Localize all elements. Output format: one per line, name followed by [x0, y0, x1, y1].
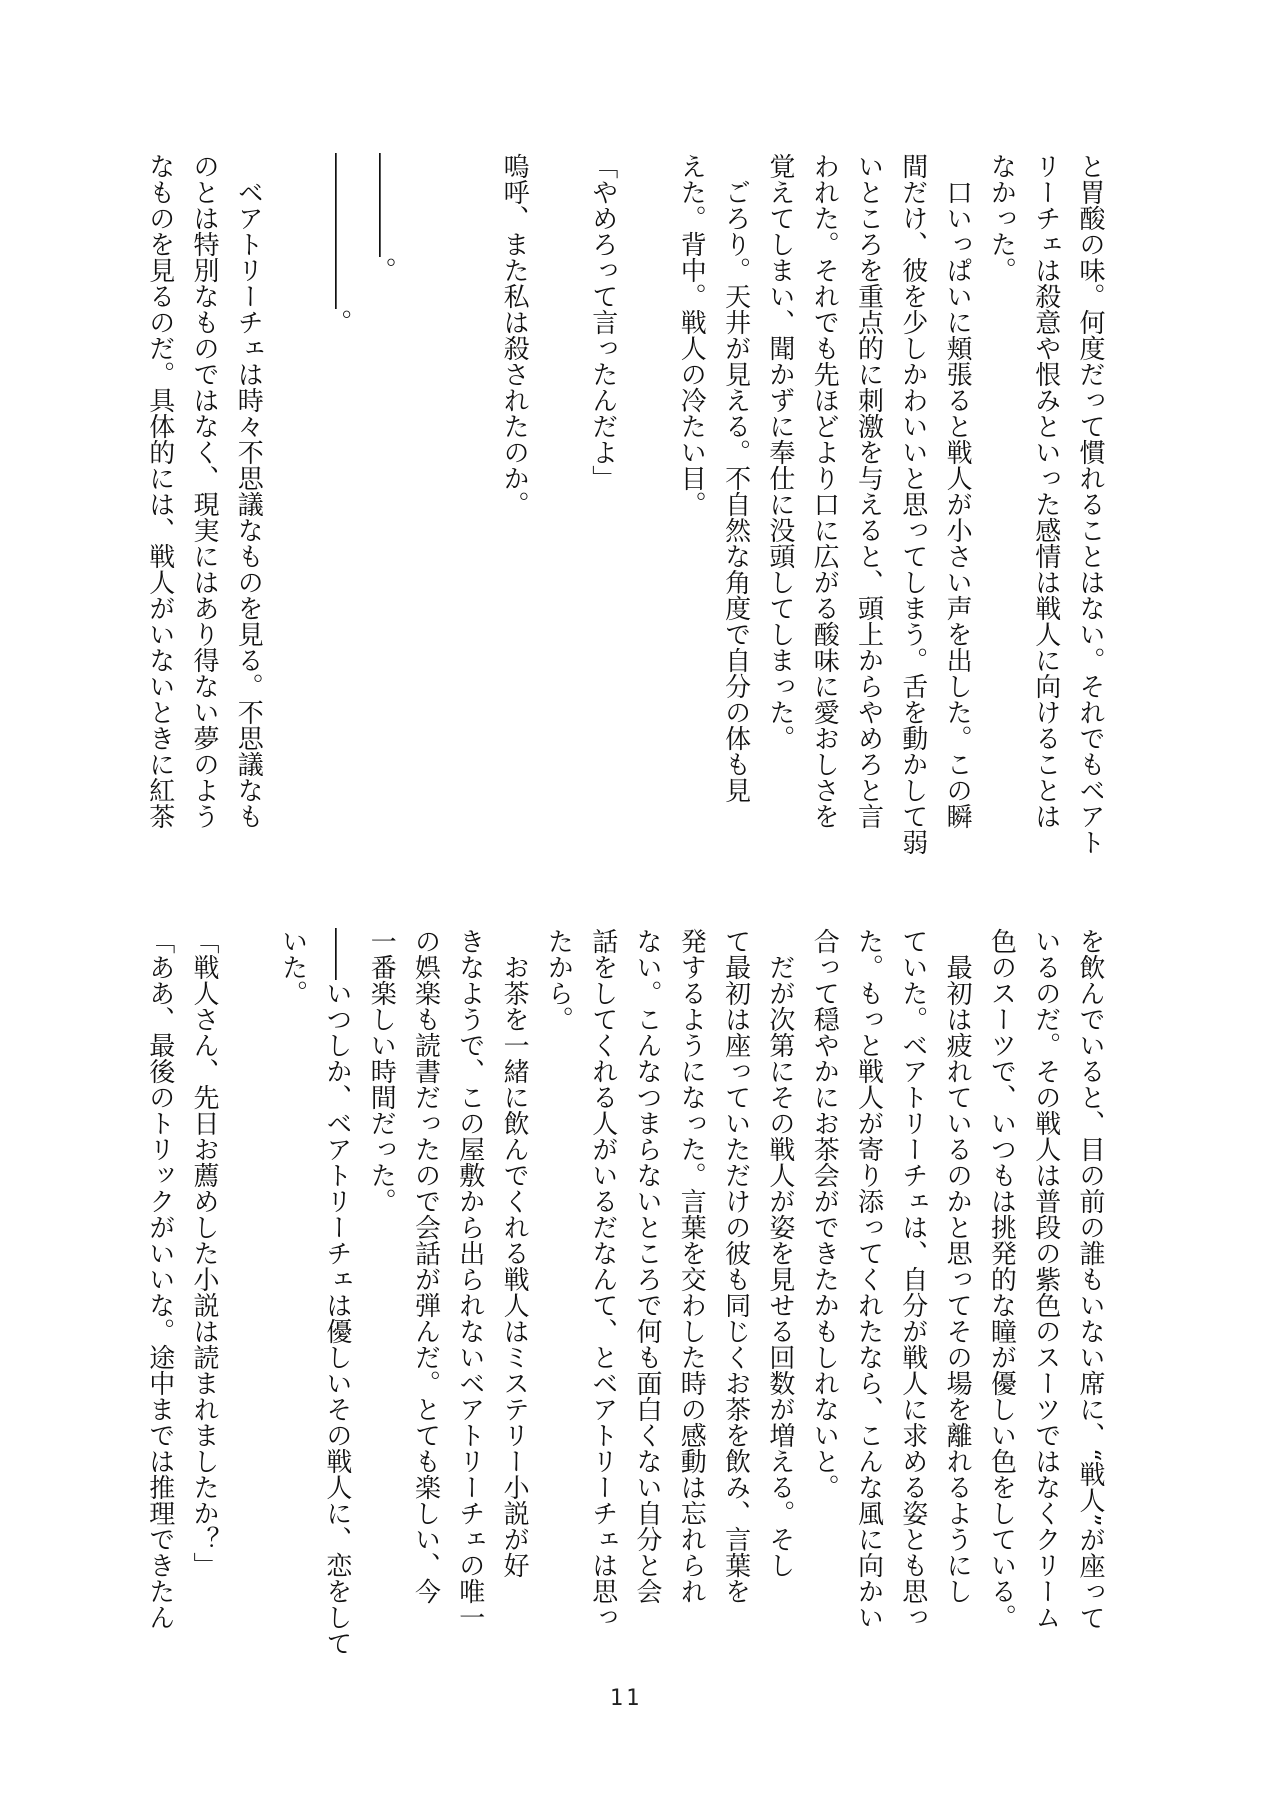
text-column: 話をしてくれる人がいるだなんて、とベアトリーチェは思っ: [587, 928, 618, 1630]
text-column: ――いつしか、ベアトリーチェは優しいその戦人に、恋をして: [321, 928, 352, 1656]
blank-line: [631, 153, 663, 893]
text-column: ベアトリーチェは時々不思議なものを見る。不思議なも: [233, 153, 264, 829]
text-column: だが次第にその戦人が姿を見せる回数が増える。そし: [764, 928, 795, 1578]
text-column: われた。それでも先ほどより口に広がる酸味に愛おしさを: [809, 153, 840, 829]
text-column: 最初は疲れているのかと思ってその場を離れるようにし: [942, 928, 973, 1604]
text-column: て最初は座っていただけの彼も同じくお茶を飲み、言葉を: [720, 928, 751, 1604]
text-column: えた。背中。戦人の冷たい目。: [676, 153, 707, 517]
text-column: と胃酸の味。何度だって慣れることはない。それでもベアト: [1075, 153, 1105, 855]
text-column: きなようで、この屋敷から出られないベアトリーチェの唯一: [454, 928, 485, 1630]
text-column: なものを見るのだ。具体的には、戦人がいないときに紅茶: [144, 153, 175, 829]
text-column: た。もっと戦人が寄り添ってくれたなら、こんな風に向かい: [853, 928, 884, 1630]
blank-line: [454, 153, 486, 893]
text-column: を飲んでいると、目の前の誰もいない席に、“戦人”が座って: [1075, 928, 1105, 1631]
text-column: リーチェは殺意や恨みといった感情は戦人に向けることは: [1030, 153, 1061, 829]
text-column: たから。: [543, 928, 574, 1032]
text-column: の娯楽も読書だったので会話が弾んだ。とても楽しい、今: [410, 928, 441, 1604]
text-column: いた。: [277, 928, 308, 1006]
lower-text-block: [0, 928, 1280, 1668]
text-column: 合って穏やかにお茶会ができたかもしれないと。: [809, 928, 840, 1500]
text-column: お茶を一緒に飲んでくれる戦人はミステリー小説が好: [499, 928, 530, 1578]
text-column: ――――。: [366, 153, 397, 283]
text-column: ――――――。: [321, 153, 352, 335]
text-column: 口いっぱいに頬張ると戦人が小さい声を出した。この瞬: [942, 153, 973, 829]
text-column: ていた。ベアトリーチェは、自分が戦人に求める姿とも思っ: [897, 928, 928, 1630]
text-column: 間だけ、彼を少しかわいいと思ってしまう。舌を動かして弱: [897, 153, 928, 855]
text-column: 発するようになった。言葉を交わした時の感動は忘れられ: [676, 928, 707, 1604]
text-column: 一番楽しい時間だった。: [366, 928, 397, 1214]
text-column: 嗚呼、また私は殺されたのか。: [499, 153, 530, 517]
text-column: いところを重点的に刺激を与えると、頭上からやめろと言: [853, 153, 884, 829]
text-column: 「戦人さん、先日お薦めした小説は読まれましたか？」: [189, 928, 219, 1578]
text-column: 覚えてしまい、聞かずに奉仕に没頭してしまった。: [764, 153, 795, 751]
blank-line: [542, 153, 574, 893]
blank-line: [232, 928, 264, 1668]
blank-line: [410, 153, 442, 893]
blank-line: [277, 153, 309, 893]
page-number: 11: [609, 1686, 643, 1711]
text-column: 「ああ、最後のトリックがいいな。途中までは推理できたん: [144, 928, 175, 1630]
text-column: ない。こんなつまらないところで何も面白くない自分と会: [632, 928, 662, 1604]
text-column: 「やめろって言ったんだよ」: [587, 153, 618, 491]
text-column: いるのだ。その戦人は普段の紫色のスーツではなくクリーム: [1030, 928, 1061, 1630]
text-column: のとは特別なものではなく、現実にはあり得ない夢のよう: [189, 153, 219, 829]
text-column: 色のスーツで、いつもは挑発的な瞳が優しい色をしている。: [986, 928, 1017, 1630]
text-column: なかった。: [986, 153, 1017, 283]
upper-text-block: [0, 153, 1280, 893]
text-column: ごろり。天井が見える。不自然な角度で自分の体も見: [720, 153, 751, 803]
